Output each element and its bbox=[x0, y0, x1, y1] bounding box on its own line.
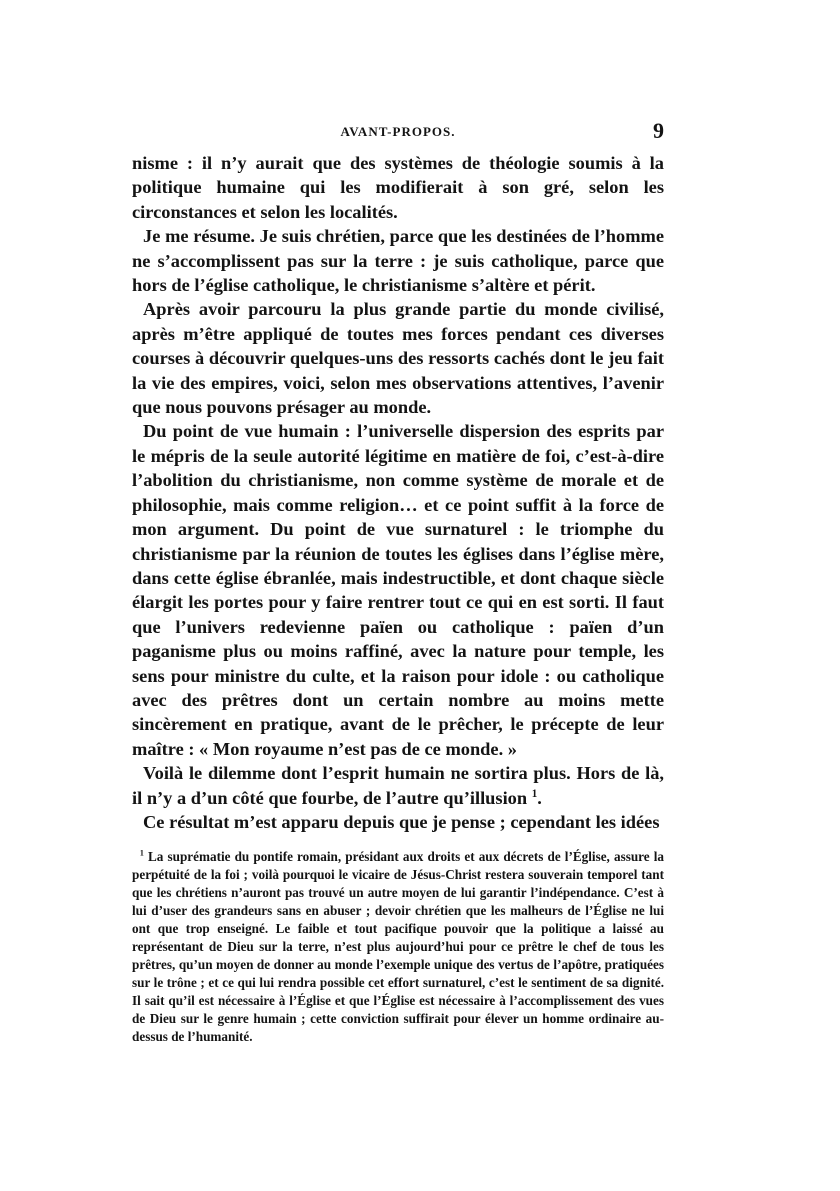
paragraph: nisme : il n’y aurait que des systèmes de théologie soumis à la politique humaine qui les modifierait à son gré, selon les circonstances et selon les localités. bbox=[132, 153, 664, 222]
paragraph: Voilà le dilemme dont l’esprit humain ne sortira plus. Hors de là, il n’y a d’un côté que fourbe, de l’autre qu’illusion $^1$. bbox=[132, 763, 664, 808]
paragraph: Après avoir parcouru la plus grande partie du monde civilisé, après m’être appliqué de toutes mes forces pendant ces diverses courses à découvrir quelques-uns des ressorts cachés dont le jeu fait la vie des empires, voici, selon mes observations attentives, l’avenir que nous pouvons présager au monde. bbox=[132, 299, 664, 418]
paragraph: Je me résume. Je suis chrétien, parce que les destinées de l’homme ne s’accomplissent pas sur la terre : je suis catholique, parce que hors de l’église catholique, le christianisme s’altère et périt. bbox=[132, 226, 664, 296]
body-text bbox=[132, 151, 664, 834]
footnotes bbox=[132, 848, 664, 1046]
page-number: 9 bbox=[653, 118, 664, 143]
running-title: AVANT-PROPOS. bbox=[340, 124, 456, 139]
running-head bbox=[132, 118, 664, 144]
footnote bbox=[132, 848, 664, 1046]
paragraph: Du point de vue humain : l’universelle dispersion des esprits par le mépris de la seule autorité légitime en matière de foi, c’est-à-dire l’abolition du christianisme, non comme système de morale et de philosophie, mais comme religion… et ce point suffit à la force de mon argument. Du point de vue surnaturel : le triomphe du christianisme par la réunion de toutes les églises dans l’église mère, dans cette église ébranlée, mais indestructible, et dont chaque siècle élargit les portes pour y faire rentrer tout ce qui en est sorti. Il faut que l’univers redevienne païen ou catholique : païen d’un paganisme plus ou moins raffiné, avec la nature pour temple, les sens pour ministre du culte, et la raison pour idole : ou catholique avec des prêtres dont un certain nombre au moins mette sincèrement en pratique, avant de le prêcher, le précepte de leur maître : « Mon royaume n’est pas de ce monde. » bbox=[132, 421, 664, 759]
paragraph-text: Voilà le dilemme dont l’esprit humain ne sortira plus. Hors de là, il n’y a d’un côté que fourbe, de l’autre qu’illusion bbox=[132, 763, 664, 808]
paragraph: Ce résultat m’est apparu depuis que je pense ; cependant les idées bbox=[143, 811, 660, 832]
footnote-reference: 1 bbox=[531, 787, 538, 800]
footnote-text: La suprématie du pontife romain, présidant aux droits et aux décrets de l’Église, assure la perpétuité de la foi ; voilà pourquoi le vicaire de Jésus-Christ restera souverain temporel tant que les chrétiens n’auront pas trouvé un autre moyen de lui garantir l’indépendance. C’est à lui d’user des grandeurs sans en abuser ; devoir chrétien que les malheurs de l’Église ne lui ont que trop enseigné. Le faible et tout pacifique pouvoir que la politique a laissé au représentant de Dieu sur la terre, n’est plus aujourd’hui pour ce prêtre le chef de tous les prêtres, qu’un moyen de donner au monde l’exemple unique des vertus de l’apôtre, pratiquées sur le trône ; et ce qui lui rendra possible cet effort surnaturel, c’est le sentiment de sa dignité. Il sait qu’il est nécessaire à l’Église et que l’Église est nécessaire à l’accomplissement des vues de Dieu sur le genre humain ; cette conviction suffirait pour élever un homme ordinaire au-dessus de l’humanité. bbox=[132, 849, 665, 1044]
footnote-marker: 1 bbox=[139, 848, 144, 858]
